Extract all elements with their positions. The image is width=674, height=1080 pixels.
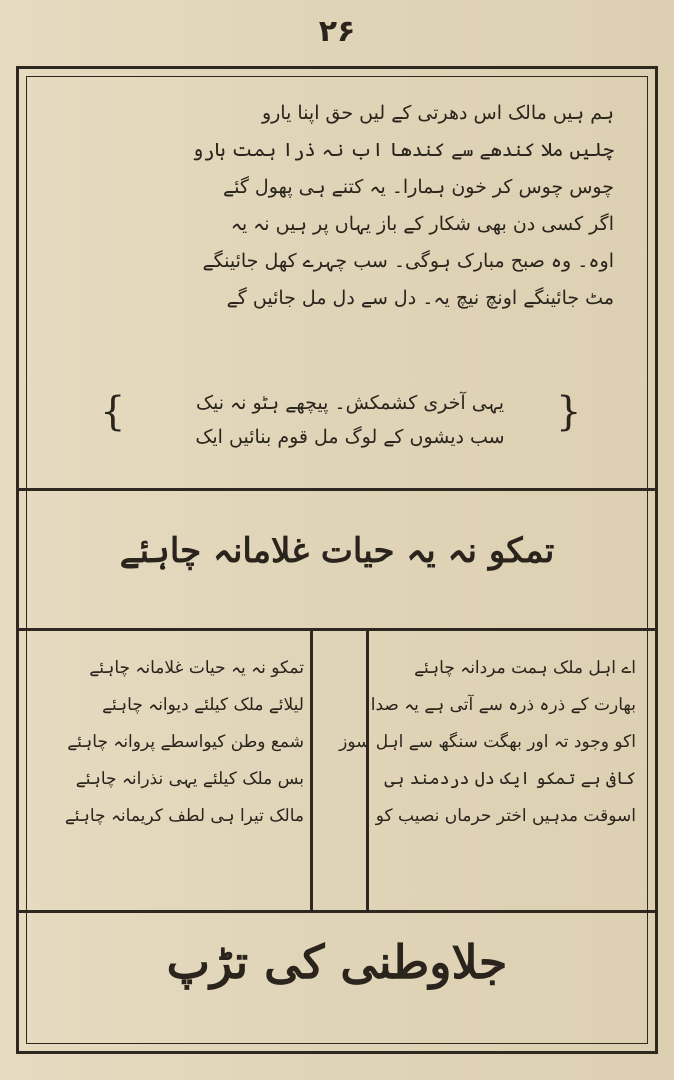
right-column [339, 650, 636, 835]
brace-left: { [100, 389, 126, 435]
right-column-line: اے اہل ملک ہمت مردانہ چاہئے [414, 658, 636, 678]
left-column-line: شمع وطن کیواسطے پروانہ چاہئے [67, 732, 304, 752]
right-column-line: بھارت کے ذرہ ذرہ سے آتی ہے یہ صدا [370, 695, 636, 715]
left-column-line: بس ملک کیلئے یہی نذرانہ چاہئے [75, 769, 304, 789]
left-column [34, 650, 304, 835]
poem-line: اوہ۔ وہ صبح مبارک ہوگی۔ سب چہرے کھل جائینگے [202, 250, 614, 272]
right-column-line: کافی ہے تمکو ایک دل دردمند ہی [384, 769, 636, 789]
couplet [120, 386, 580, 454]
left-column-line: لیلائے ملک کیلئے دیوانہ چاہئے [102, 695, 304, 715]
page-number: ۲۶ [318, 14, 356, 49]
poem-line: چوس چوس کر خون ہمارا۔ یہ کتنے ہی پھول گئے [222, 176, 614, 198]
right-column-line: اکو وجود تہ اور بھگت سنگھ سے اہل سوز [339, 732, 636, 752]
left-column-line: مالک تیرا ہی لطف کریمانہ چاہئے [64, 806, 304, 826]
couplet-line: سب دیشوں کے لوگ مل قوم بنائیں ایک [195, 426, 505, 448]
divider [16, 488, 658, 491]
footer-title: جلاوطنی کی تڑپ [166, 935, 508, 989]
left-column-line: تمکو نہ یہ حیات غلامانہ چاہئے [89, 658, 304, 678]
right-column-line: اسوقت مدہیں اختر حرماں نصیب کو [375, 806, 636, 826]
poem-line: ہم ہیں مالک اس دھرتی کے لیں حق اپنا یارو [261, 102, 614, 124]
couplet-line: یہی آخری کشمکش۔ پیچھے ہٹو نہ نیک [195, 392, 504, 414]
column-divider [366, 628, 369, 912]
brace-right: } [556, 389, 582, 435]
poem-block [60, 95, 614, 317]
poem-line: چلیں ملا کندھے سے کندھا اب نہ ذرا ہمت ہارو [192, 139, 614, 161]
poem-line: اگر کسی دن بھی شکار کے باز یہاں پر ہیں نہ یہ [230, 213, 614, 235]
divider [16, 628, 658, 631]
section-title: تمکو نہ یہ حیات غلامانہ چاہئے [119, 531, 555, 571]
poem-line: مٹ جائینگے اونچ نیچ یہ۔ دل سے دل مل جائیں گے [226, 287, 614, 309]
column-divider [310, 628, 313, 912]
divider [16, 910, 658, 913]
